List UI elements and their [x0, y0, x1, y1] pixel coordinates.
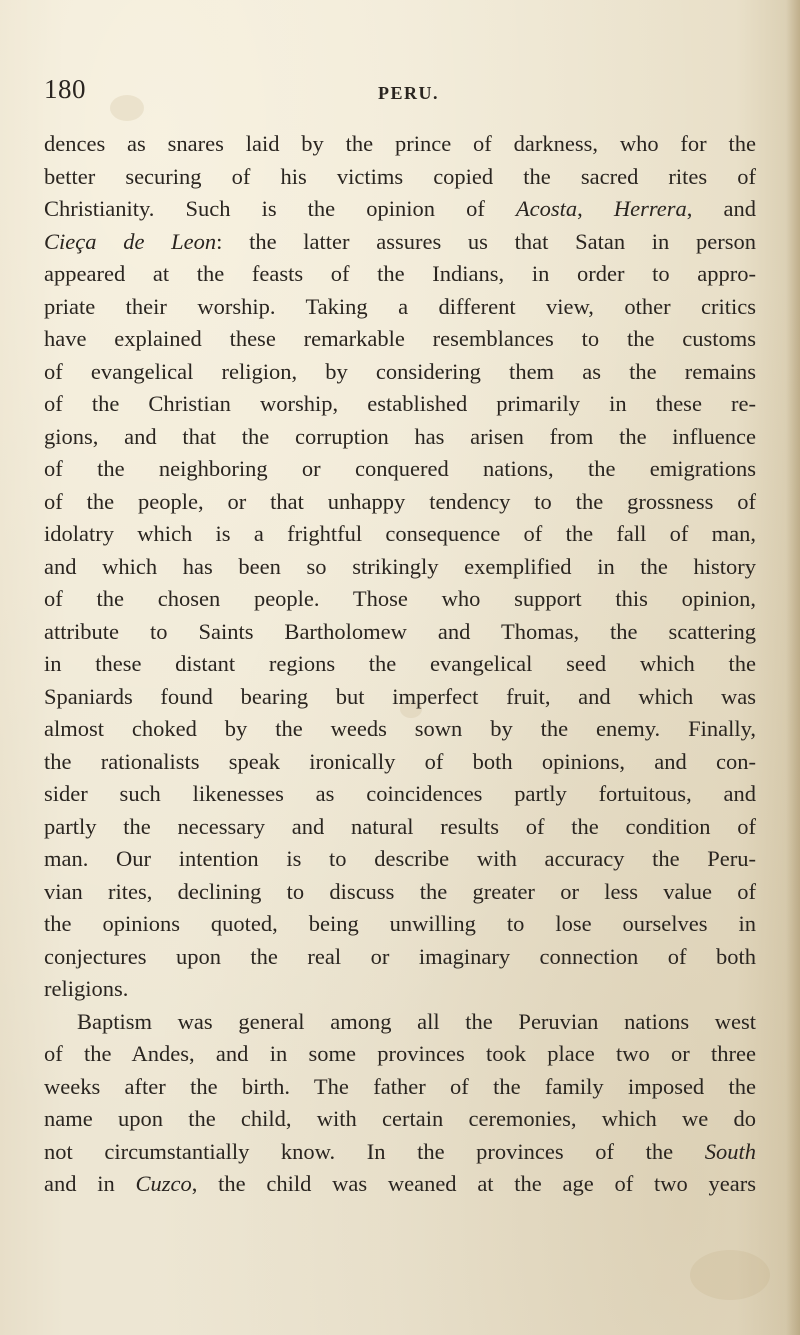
- text-line: man. Our intention is to describe with accuracy the Peru-: [44, 846, 756, 871]
- text-line: [44, 1136, 756, 1169]
- italic-name-herrera: Herrera: [613, 196, 687, 221]
- text-line: [44, 193, 756, 226]
- text-run: ,: [577, 196, 614, 221]
- text-line: attribute to Saints Bartholomew and Thomas, the scattering: [44, 618, 756, 644]
- text-line: have explained these remarkable resemblances to the customs: [44, 326, 756, 351]
- text-run: and in: [44, 1171, 136, 1196]
- text-run: Christianity. Such is the opinion of: [44, 196, 516, 221]
- text-run: , and: [686, 196, 756, 221]
- italic-name-cuzco: Cuzco: [135, 1171, 192, 1196]
- text-line: sider such likenesses as coincidences partly fortuitous, and: [44, 781, 756, 806]
- text-line: conjectures upon the real or imaginary connection of both: [44, 943, 756, 969]
- text-line: of the chosen people. Those who support this opinion,: [44, 586, 756, 611]
- paper-stain: [690, 1250, 770, 1300]
- text-line: [44, 226, 756, 259]
- body-text: [44, 128, 756, 1201]
- paragraph-start-line: Baptism was general among all the Peruvian nations west: [77, 1008, 756, 1034]
- text-line: of the Andes, and in some provinces took place two or three: [44, 1041, 756, 1066]
- text-line: Spaniards found bearing but imperfect fruit, and which was: [44, 683, 756, 709]
- text-line: idolatry which is a frightful consequence of the fall of man,: [44, 521, 756, 546]
- text-line: better securing of his victims copied the sacred rites of: [44, 163, 756, 189]
- text-line: of evangelical religion, by considering them as the remains: [44, 358, 756, 384]
- text-run: not circumstantially know. In the provinces of the: [44, 1138, 705, 1164]
- text-line: of the Christian worship, established primarily in these re-: [44, 391, 756, 416]
- text-line: weeks after the birth. The father of the family imposed the: [44, 1073, 756, 1099]
- text-line: the rationalists speak ironically of both opinions, and con-: [44, 748, 756, 774]
- text-line: of the neighboring or conquered nations, the emigrations: [44, 456, 756, 481]
- text-line: appeared at the feasts of the Indians, in order to appro-: [44, 261, 756, 286]
- text-line: dences as snares laid by the prince of darkness, who for the: [44, 131, 756, 156]
- text-line: partly the necessary and natural results of the condition of: [44, 813, 756, 839]
- text-line: gions, and that the corruption has arisen from the influence: [44, 423, 756, 449]
- italic-name-acosta: Acosta: [515, 196, 578, 221]
- page-edge-shadow: [786, 0, 800, 1335]
- text-line: name upon the child, with certain ceremonies, which we do: [44, 1106, 756, 1131]
- text-line: of the people, or that unhappy tendency to the grossness of: [44, 488, 756, 514]
- text-run: , the child was weaned at the age of two years: [191, 1171, 756, 1196]
- text-line: vian rites, declining to discuss the greater or less value of: [44, 878, 756, 904]
- text-line: the opinions quoted, being unwilling to lose ourselves in: [44, 911, 756, 936]
- text-line: [44, 1168, 756, 1201]
- text-line: and which has been so strikingly exemplified in the history: [44, 553, 756, 579]
- text-line: priate their worship. Taking a different view, other critics: [44, 293, 756, 319]
- text-line: in these distant regions the evangelical seed which the: [44, 651, 756, 676]
- page-number: 180: [44, 74, 86, 104]
- text-run: : the latter assures us that Satan in person: [216, 228, 756, 254]
- text-line: almost choked by the weeds sown by the enemy. Finally,: [44, 716, 756, 741]
- paragraph-end-line: religions.: [44, 976, 129, 1001]
- running-title: PERU.: [378, 83, 439, 103]
- italic-name-cieca-de-leon: Cieça de Leon: [44, 228, 217, 254]
- italic-name-south: South: [704, 1138, 756, 1164]
- paper-stain: [110, 95, 144, 121]
